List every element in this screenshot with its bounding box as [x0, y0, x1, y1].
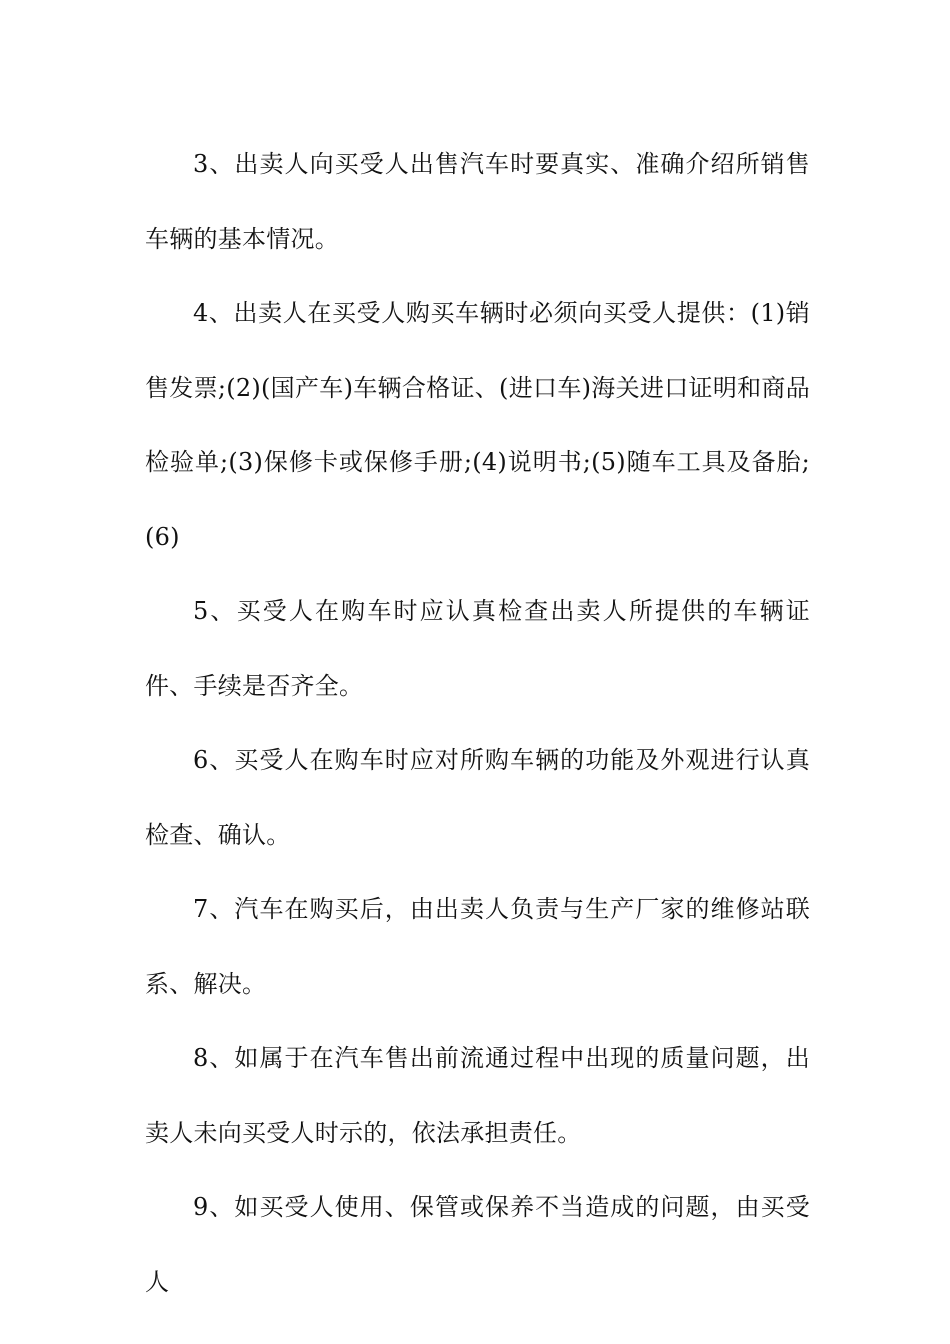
paragraph-item-4: 4、出卖人在买受人购买车辆时必须向买受人提供：(1)销售发票;(2)(国产车)车辆合格证、(进口车)海关进口证明和商品检验单;(3)保修卡或保修手册;(4)说明书;(5)随车工具及备胎; (6) — [145, 299, 810, 551]
paragraph-item-5: 5、买受人在购车时应认真检查出卖人所提供的车辆证件、手续是否齐全。 — [145, 597, 810, 700]
paragraph-item-6: 6、买受人在购车时应对所购车辆的功能及外观进行认真检查、确认。 — [145, 746, 810, 849]
paragraph-item-7: 7、汽车在购买后，由出卖人负责与生产厂家的维修站联系、解决。 — [145, 895, 810, 998]
paragraph-item-8: 8、如属于在汽车售出前流通过程中出现的质量问题，出卖人未向买受人时示的，依法承担责任。 — [145, 1044, 810, 1147]
document-body — [145, 127, 810, 1319]
paragraph-item-3: 3、出卖人向买受人出售汽车时要真实、准确介绍所销售车辆的基本情况。 — [145, 150, 810, 253]
paragraph-item-9: 9、如买受人使用、保管或保养不当造成的问题，由买受人 — [145, 1193, 810, 1296]
